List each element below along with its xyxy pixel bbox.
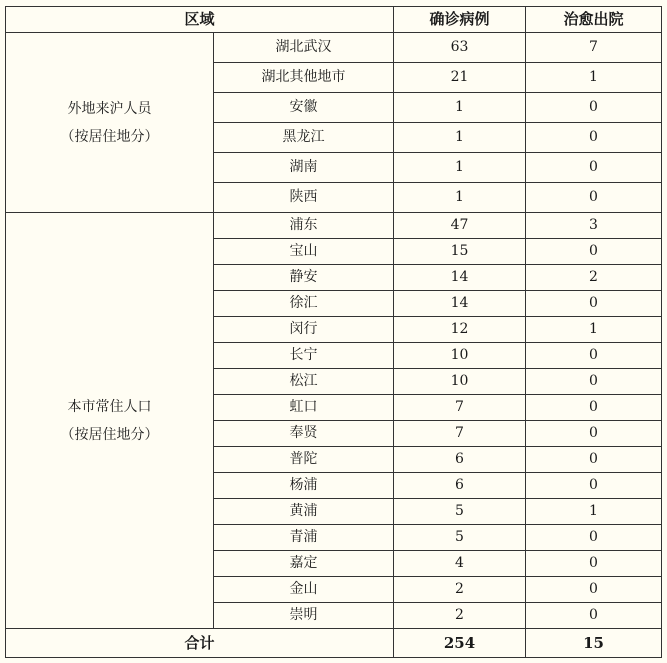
area-cell: 徐汇	[214, 291, 394, 317]
discharged-cell: 2	[526, 265, 662, 291]
area-cell: 松江	[214, 369, 394, 395]
confirmed-cell: 2	[394, 577, 526, 603]
discharged-cell: 0	[526, 239, 662, 265]
area-cell: 闵行	[214, 317, 394, 343]
confirmed-cell: 1	[394, 93, 526, 123]
area-cell: 湖南	[214, 153, 394, 183]
header-confirmed: 确诊病例	[394, 7, 526, 33]
area-cell: 杨浦	[214, 473, 394, 499]
area-cell: 静安	[214, 265, 394, 291]
confirmed-cell: 1	[394, 183, 526, 213]
confirmed-cell: 5	[394, 499, 526, 525]
discharged-cell: 1	[526, 317, 662, 343]
area-cell: 崇明	[214, 603, 394, 629]
area-cell: 陕西	[214, 183, 394, 213]
header-discharged: 治愈出院	[526, 7, 662, 33]
discharged-cell: 0	[526, 123, 662, 153]
area-cell: 长宁	[214, 343, 394, 369]
discharged-cell: 0	[526, 473, 662, 499]
discharged-cell: 3	[526, 213, 662, 239]
discharged-cell: 0	[526, 525, 662, 551]
header-region: 区域	[6, 7, 394, 33]
confirmed-cell: 12	[394, 317, 526, 343]
discharged-cell: 0	[526, 291, 662, 317]
area-cell: 奉贤	[214, 421, 394, 447]
group-label-cell	[6, 33, 214, 213]
discharged-cell: 0	[526, 447, 662, 473]
confirmed-cell: 7	[394, 395, 526, 421]
discharged-cell: 7	[526, 33, 662, 63]
confirmed-cell: 21	[394, 63, 526, 93]
confirmed-cell: 10	[394, 343, 526, 369]
confirmed-cell: 7	[394, 421, 526, 447]
area-cell: 湖北武汉	[214, 33, 394, 63]
discharged-cell: 0	[526, 603, 662, 629]
confirmed-cell: 2	[394, 603, 526, 629]
area-cell: 宝山	[214, 239, 394, 265]
case-statistics-table	[5, 6, 662, 658]
area-cell: 黑龙江	[214, 123, 394, 153]
discharged-cell: 0	[526, 369, 662, 395]
discharged-cell: 0	[526, 421, 662, 447]
total-discharged: 15	[526, 629, 662, 658]
area-cell: 浦东	[214, 213, 394, 239]
table-body	[6, 33, 662, 658]
group-label-note: （按居住地分）	[60, 128, 159, 145]
confirmed-cell: 6	[394, 447, 526, 473]
area-cell: 嘉定	[214, 551, 394, 577]
discharged-cell: 0	[526, 395, 662, 421]
total-confirmed: 254	[394, 629, 526, 658]
discharged-cell: 0	[526, 551, 662, 577]
group-label-note: （按居住地分）	[60, 426, 159, 443]
group-label: 外地来沪人员	[67, 100, 152, 117]
area-cell: 黄浦	[214, 499, 394, 525]
table-row	[6, 33, 662, 63]
discharged-cell: 0	[526, 343, 662, 369]
area-cell: 普陀	[214, 447, 394, 473]
confirmed-cell: 5	[394, 525, 526, 551]
discharged-cell: 0	[526, 577, 662, 603]
area-cell: 青浦	[214, 525, 394, 551]
confirmed-cell: 10	[394, 369, 526, 395]
area-cell: 湖北其他地市	[214, 63, 394, 93]
discharged-cell: 1	[526, 63, 662, 93]
confirmed-cell: 14	[394, 291, 526, 317]
confirmed-cell: 6	[394, 473, 526, 499]
area-cell: 安徽	[214, 93, 394, 123]
total-label: 合计	[6, 629, 394, 658]
discharged-cell: 0	[526, 93, 662, 123]
discharged-cell: 1	[526, 499, 662, 525]
group-label-cell	[6, 213, 214, 629]
confirmed-cell: 14	[394, 265, 526, 291]
confirmed-cell: 47	[394, 213, 526, 239]
area-cell: 虹口	[214, 395, 394, 421]
header-row	[6, 7, 662, 33]
area-cell: 金山	[214, 577, 394, 603]
confirmed-cell: 4	[394, 551, 526, 577]
group-label: 本市常住人口	[67, 398, 152, 415]
discharged-cell: 0	[526, 183, 662, 213]
discharged-cell: 0	[526, 153, 662, 183]
confirmed-cell: 1	[394, 153, 526, 183]
table-row	[6, 213, 662, 239]
confirmed-cell: 63	[394, 33, 526, 63]
total-row	[6, 629, 662, 658]
confirmed-cell: 15	[394, 239, 526, 265]
confirmed-cell: 1	[394, 123, 526, 153]
